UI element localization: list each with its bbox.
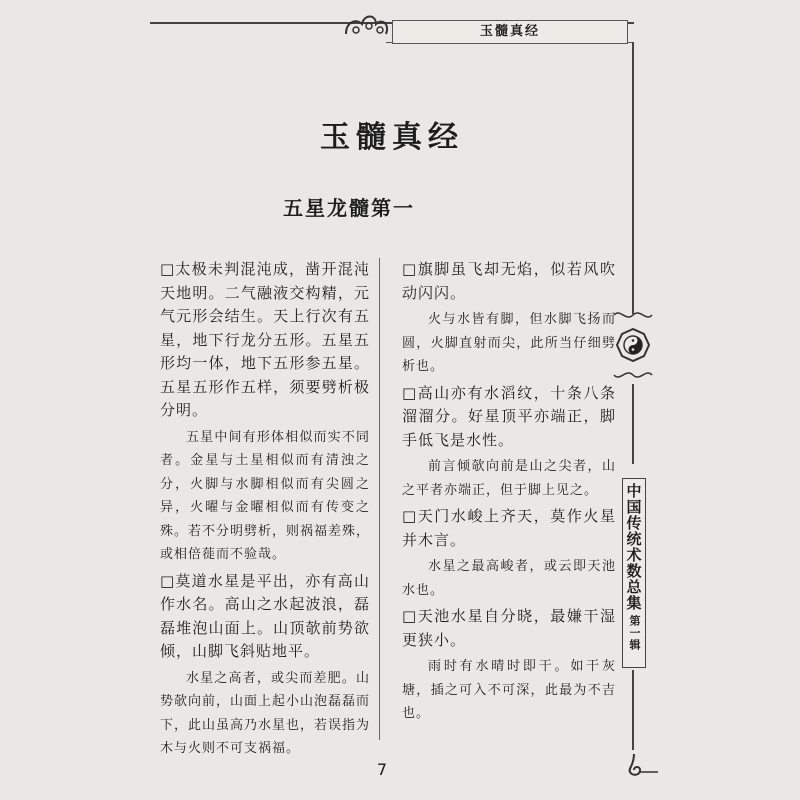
series-spine-label: [622, 478, 646, 668]
scroll-ornament-icon: [612, 308, 654, 322]
volume-label: 第一辑: [628, 615, 641, 651]
page-number: 7: [376, 760, 388, 779]
verse-paragraph: □天池水星自分晓，最嫌干湿更狭小。: [402, 607, 616, 649]
commentary-paragraph: 水星之最高峻者，或云即天池水也。: [402, 559, 616, 598]
right-text-column: [402, 258, 616, 729]
commentary-paragraph: 火与水皆有脚，但水脚飞扬而圆，火脚直射而尖，此所当仔细劈析也。: [402, 312, 616, 374]
swirl-ornament-icon: [624, 752, 660, 778]
margin-rule: [632, 384, 634, 464]
verse-paragraph: □莫道水星是平出，亦有高山作水名。高山之水起波浪，磊磊堆泡山面上。山顶欹前势欲倾，山脚飞斜贴地平。: [160, 571, 370, 660]
commentary-paragraph: 五星中间有形体相似而实不同者。金星与土星相似而有清浊之分，火脚与水脚相似而有尖圆之异，火曜与金曜相似而有传变之殊。若不分明劈析，则祸福差殊，或相倍蓰而不验哉。: [160, 429, 371, 562]
bagua-icon: [616, 328, 650, 362]
column-divider: [379, 258, 380, 740]
page-title: 玉髓真经: [320, 120, 464, 155]
margin-rule: [632, 670, 634, 750]
verse-paragraph: □天门水峻上齐天，莫作火星并木言。: [402, 507, 616, 549]
section-title: 五星龙髓第一: [283, 196, 415, 220]
series-title: 中国传统术数总集: [624, 483, 643, 611]
scroll-ornament-icon: [612, 368, 654, 382]
verse-paragraph: □高山亦有水滔纹，十条八条溜溜分。好星顶平亦端正，脚手低飞是水性。: [402, 383, 616, 449]
commentary-paragraph: 前言倾欹向前是山之尖者，山之平者亦端正，但于脚上见之。: [402, 459, 616, 498]
margin-rule: [632, 42, 634, 314]
left-text-column: [160, 258, 370, 764]
verse-paragraph: □旗脚虽飞却无焰，似若风吹动闪闪。: [402, 260, 616, 302]
cloud-ornament-icon: [342, 8, 392, 42]
verse-paragraph: □太极未判混沌成，凿开混沌天地明。二气融液交构精，元气元形会结生。天上行次有五星，地下行龙分五形。五星五形均一体，地下五形参五星。五星五形作五样，须要劈析极分明。: [160, 260, 370, 419]
commentary-paragraph: 水星之高者，或尖而差肥。山势欹向前，山面上起小山泡磊磊而下，此山虽高乃水星也，若误指为木与火则不可支祸福。: [160, 670, 371, 756]
running-head: 玉髓真经: [392, 20, 628, 44]
commentary-paragraph: 雨时有水晴时即干。如干灰塘，插之可入不可深，此最为不吉也。: [402, 659, 616, 721]
